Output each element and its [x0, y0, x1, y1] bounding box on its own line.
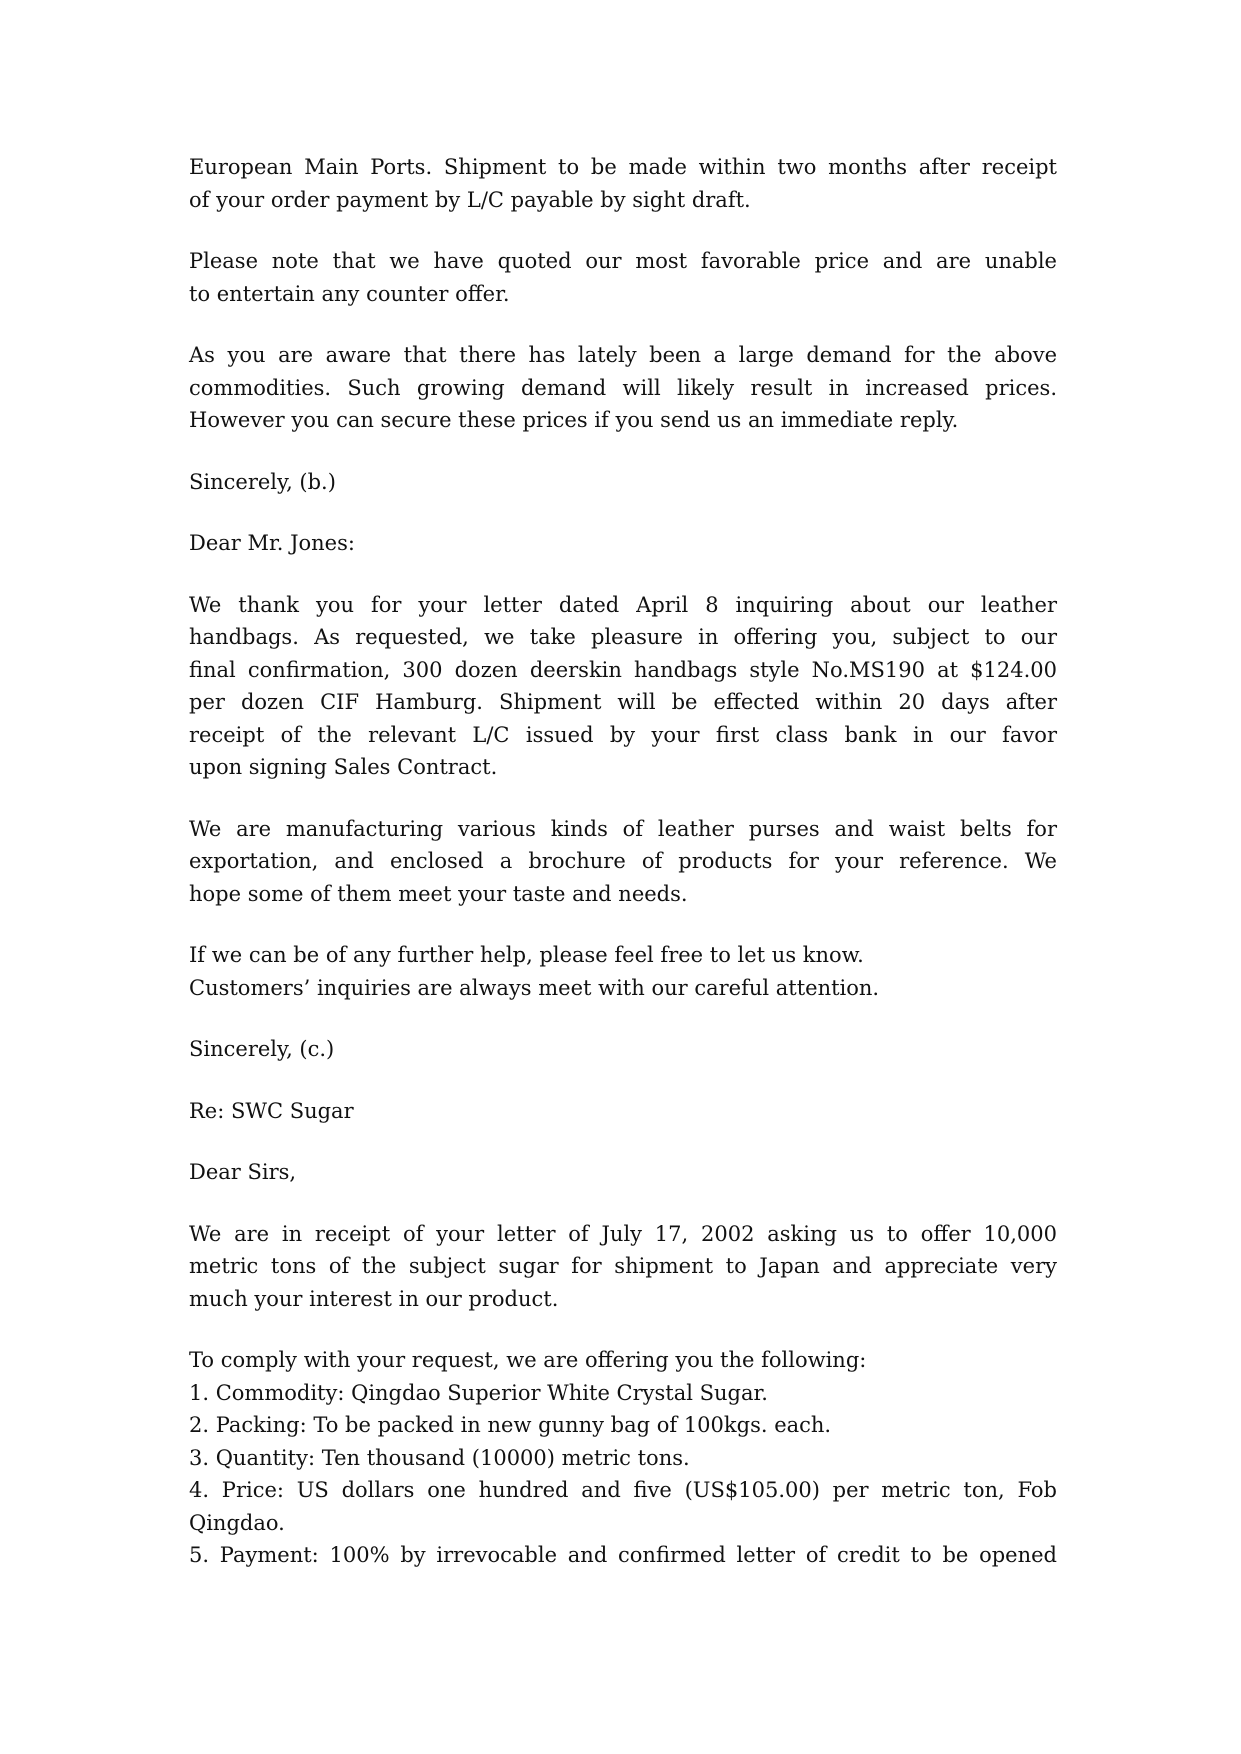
- text-line: Qingdao.: [189, 1510, 285, 1535]
- text-line: Dear Sirs,: [189, 1160, 297, 1184]
- text-line: per dozen CIF Hamburg. Shipment will be effected within 20 days after: [189, 690, 1057, 714]
- text-line: However you can secure these prices if you send us an immediate reply.: [189, 408, 959, 432]
- text-line: European Main Ports. Shipment to be made within two months after receipt: [189, 155, 1057, 179]
- paragraph: [189, 339, 1057, 437]
- text-line: Customers’ inquiries are always meet with our careful attention.: [189, 975, 880, 1000]
- paragraph: [189, 527, 1057, 560]
- text-line: To comply with your request, we are offering you the following:: [189, 1348, 867, 1372]
- paragraph: [189, 466, 1057, 499]
- text-line: Sincerely, (c.): [189, 1037, 335, 1061]
- text-line: hope some of them meet your taste and needs.: [189, 881, 688, 906]
- letter-body: [189, 151, 1057, 1601]
- paragraph: [189, 151, 1057, 216]
- text-line: Please note that we have quoted our most favorable price and are unable: [189, 249, 1057, 273]
- text-line: Re: SWC Sugar: [189, 1098, 354, 1123]
- paragraph: [189, 1156, 1057, 1189]
- paragraph: [189, 1218, 1057, 1316]
- text-line: Dear Mr. Jones:: [189, 531, 355, 555]
- paragraph: [189, 1344, 1057, 1572]
- text-line: commodities. Such growing demand will likely result in increased prices.: [189, 375, 1057, 400]
- paragraph: [189, 813, 1057, 911]
- text-line: We are manufacturing various kinds of leather purses and waist belts for: [189, 816, 1057, 841]
- text-line: We thank you for your letter dated April 8 inquiring about our leather: [189, 592, 1057, 617]
- text-line: If we can be of any further help, please feel free to let us know.: [189, 943, 864, 967]
- text-line: Sincerely, (b.): [189, 469, 336, 494]
- text-line: metric tons of the subject sugar for shipment to Japan and appreciate very: [189, 1254, 1057, 1278]
- text-line: As you are aware that there has lately been a large demand for the above: [189, 343, 1057, 367]
- text-line: 1. Commodity: Qingdao Superior White Crystal Sugar.: [189, 1380, 768, 1405]
- text-line: We are in receipt of your letter of July 17, 2002 asking us to offer 10,000: [189, 1221, 1057, 1246]
- text-line: much your interest in our product.: [189, 1286, 559, 1311]
- paragraph: [189, 939, 1057, 1004]
- text-line: handbags. As requested, we take pleasure in offering you, subject to our: [189, 625, 1057, 649]
- text-line: upon signing Sales Contract.: [189, 755, 498, 779]
- text-line: exportation, and enclosed a brochure of products for your reference. We: [189, 849, 1057, 873]
- paragraph: [189, 1095, 1057, 1128]
- text-line: 4. Price: US dollars one hundred and five (US$105.00) per metric ton, Fob: [189, 1478, 1057, 1502]
- text-line: final confirmation, 300 dozen deerskin handbags style No.MS190 at $124.00: [189, 657, 1057, 682]
- paragraph: [189, 245, 1057, 310]
- paragraph: [189, 589, 1057, 784]
- text-line: of your order payment by L/C payable by sight draft.: [189, 187, 751, 212]
- text-line: 2. Packing: To be packed in new gunny bag of 100kgs. each.: [189, 1413, 832, 1437]
- text-line: receipt of the relevant L/C issued by your first class bank in our favor: [189, 722, 1057, 747]
- paragraph: [189, 1033, 1057, 1066]
- text-line: to entertain any counter offer.: [189, 281, 510, 306]
- text-line: 5. Payment: 100% by irrevocable and confirmed letter of credit to be opened: [189, 1543, 1057, 1567]
- text-line: 3. Quantity: Ten thousand (10000) metric tons.: [189, 1445, 690, 1470]
